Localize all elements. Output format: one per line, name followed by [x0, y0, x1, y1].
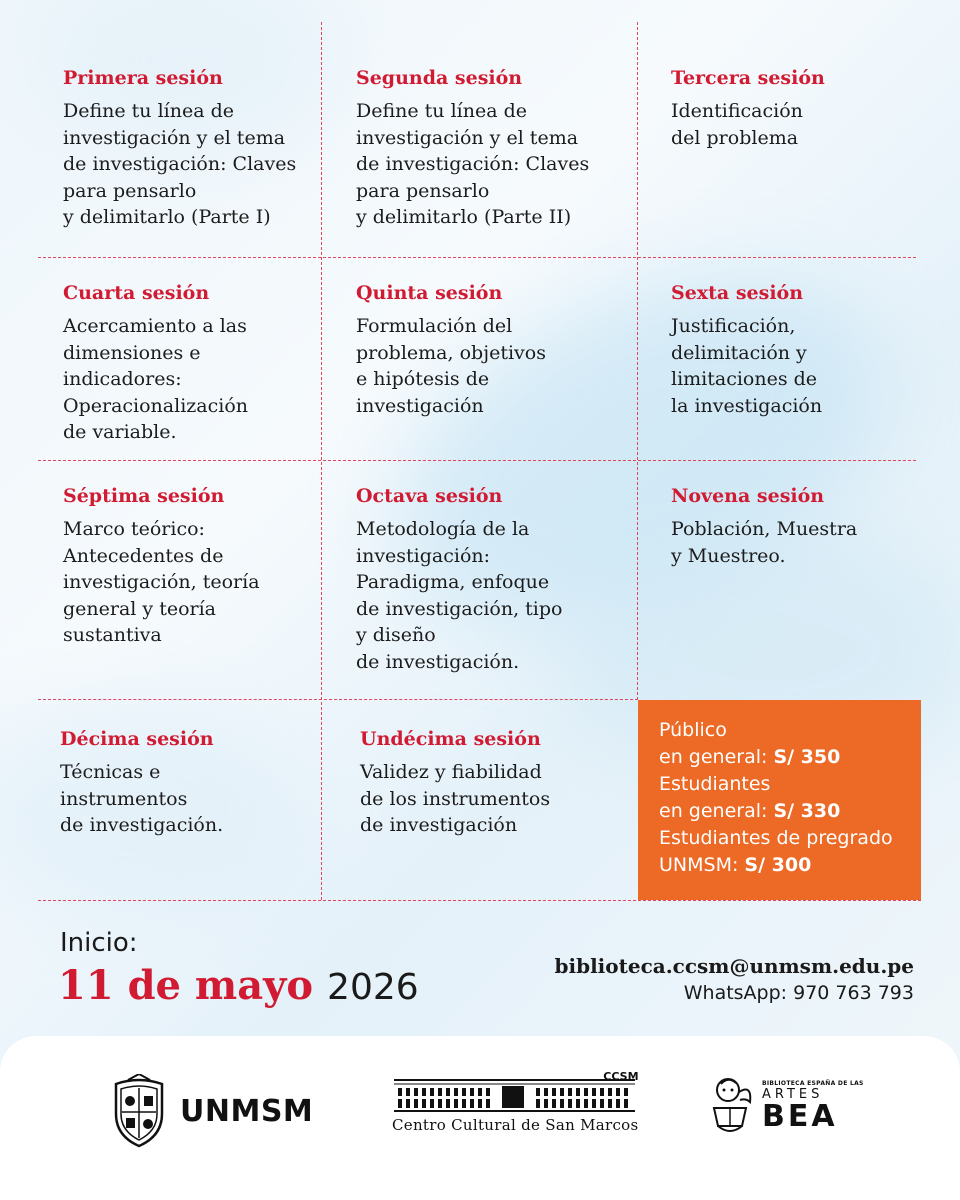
start-date-year: 2026: [327, 967, 419, 1008]
price-line: [659, 825, 921, 852]
session-card: [356, 281, 631, 419]
session-description: Técnicas e instrumentos de investigación.: [60, 761, 224, 836]
price-line: [659, 717, 921, 744]
unmsm-crest-icon: [110, 1074, 168, 1148]
session-card: [671, 281, 931, 419]
angel-reading-icon: [706, 1074, 756, 1138]
contact-email[interactable]: biblioteca.ccsm@unmsm.edu.pe: [554, 954, 914, 978]
session-card: [356, 484, 634, 675]
price-label: en general:: [659, 746, 774, 768]
grid-divider: [38, 699, 638, 700]
session-card: [671, 66, 931, 151]
grid-divider: [38, 900, 921, 901]
ccsm-abbr: CCSM: [603, 1070, 639, 1083]
session-description: Marco teórico: Antecedentes de investigación, teoría general y teoría sustantiva: [63, 518, 260, 646]
session-title: Novena sesión: [671, 485, 825, 507]
session-description: Identificación del problema: [671, 100, 803, 149]
session-description: Define tu línea de investigación y el tema de investigación: Claves para pensarlo y delimitarlo (Parte II): [356, 100, 590, 228]
price-audience: Estudiantes: [659, 773, 771, 795]
session-title: Quinta sesión: [356, 282, 503, 304]
session-description: Define tu línea de investigación y el tema de investigación: Claves para pensarlo y delimitarlo (Parte I): [63, 100, 297, 228]
price-value: S/ 350: [773, 746, 841, 768]
building-icon: [392, 1074, 637, 1114]
session-description: Población, Muestra y Muestreo.: [671, 518, 858, 567]
price-line: [659, 852, 921, 879]
session-description: Justificación, delimitación y limitaciones de la investigación: [671, 315, 823, 417]
session-title: Tercera sesión: [671, 67, 825, 89]
price-label: UNMSM:: [659, 854, 745, 876]
session-title: Segunda sesión: [356, 67, 523, 89]
price-line: [659, 798, 921, 825]
session-card: [63, 281, 318, 446]
session-card: [671, 484, 931, 569]
session-description: Acercamiento a las dimensiones e indicadores: Operacionalización de variable.: [63, 315, 248, 443]
grid-divider: [637, 22, 638, 700]
price-audience: Público: [659, 719, 727, 741]
price-box: [638, 700, 921, 900]
session-description: Metodología de la investigación: Paradigma, enfoque de investigación, tipo y diseño de investigación.: [356, 518, 563, 673]
bea-name: BEA: [762, 1099, 838, 1134]
bea-logo: [706, 1074, 864, 1138]
ccsm-name: Centro Cultural de San Marcos: [392, 1116, 639, 1134]
session-description: Formulación del problema, objetivos e hipótesis de investigación: [356, 315, 546, 417]
price-value: S/ 330: [773, 800, 841, 822]
session-title: Sexta sesión: [671, 282, 804, 304]
footer: [0, 1036, 960, 1200]
session-title: Octava sesión: [356, 485, 503, 507]
session-title: Séptima sesión: [63, 485, 225, 507]
ccsm-logo: [392, 1070, 639, 1134]
session-title: Primera sesión: [63, 67, 223, 89]
grid-divider: [38, 460, 916, 461]
bea-text: [762, 1080, 864, 1132]
session-title: Décima sesión: [60, 728, 214, 750]
grid-divider: [321, 22, 322, 900]
contact-whatsapp: WhatsApp: 970 763 793: [683, 982, 914, 1004]
price-label: en general:: [659, 800, 774, 822]
session-title: Cuarta sesión: [63, 282, 210, 304]
unmsm-name: UNMSM: [180, 1093, 314, 1129]
start-date-day-month: 11 de mayo: [58, 962, 314, 1009]
start-date: [58, 962, 419, 1009]
session-card: [63, 66, 313, 231]
session-card: [360, 727, 635, 839]
session-card: [63, 484, 318, 649]
grid-divider: [38, 257, 916, 258]
session-title: Undécima sesión: [360, 728, 541, 750]
session-description: Validez y fiabilidad de los instrumentos de investigación: [360, 761, 551, 836]
session-card: [60, 727, 315, 839]
bea-artes: ARTES: [762, 1087, 824, 1102]
bea-subtitle: BIBLIOTECA ESPAÑA DE LAS: [762, 1080, 864, 1087]
price-value: S/ 300: [744, 854, 812, 876]
price-line: [659, 771, 921, 798]
unmsm-logo: [110, 1074, 313, 1148]
session-card: [356, 66, 631, 231]
price-audience: Estudiantes de pregrado: [659, 827, 893, 849]
start-label: Inicio:: [60, 928, 138, 958]
price-line: [659, 744, 921, 771]
